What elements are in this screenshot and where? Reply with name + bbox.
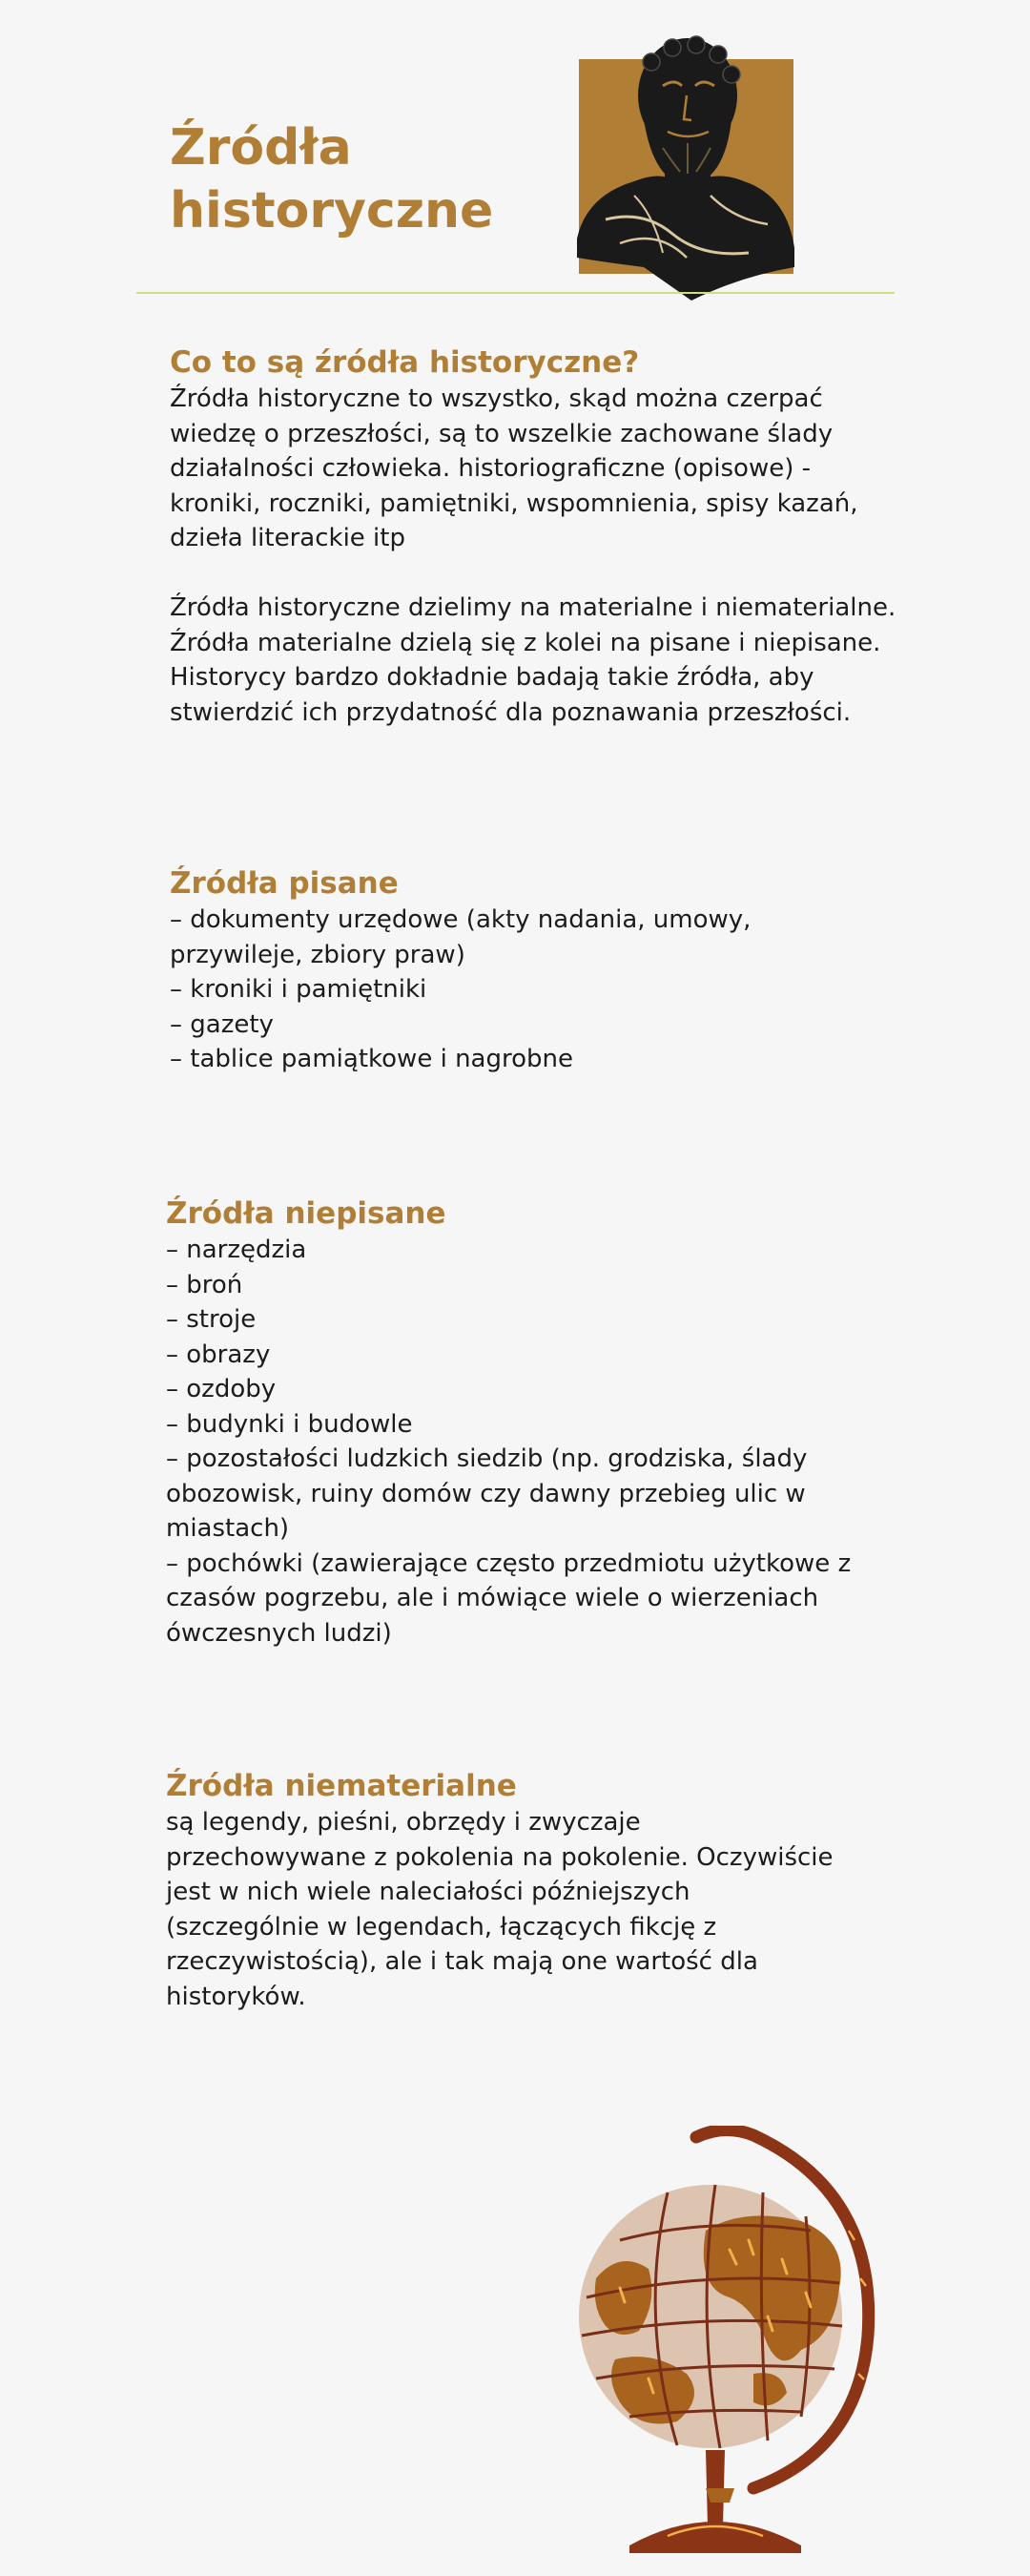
unwritten-sources-list xyxy=(166,1233,872,1651)
written-sources-section xyxy=(170,864,837,1077)
intro-body xyxy=(170,382,909,730)
written-sources-list xyxy=(170,903,837,1077)
page-title-line-2: historyczne xyxy=(170,182,494,239)
list-item: – kroniki i pamiętniki xyxy=(170,975,427,1004)
intangible-sources-heading: Źródła niematerialne xyxy=(166,1769,517,1803)
list-item: – pozostałości ludzkich siedzib (np. grodziska, ślady obozowisk, ruiny domów czy dawny przebieg ulic w miastach) xyxy=(166,1444,808,1543)
intangible-sources-section xyxy=(166,1767,834,2014)
list-item: – tablice pamiątkowe i nagrobne xyxy=(170,1045,573,1073)
intro-paragraph-2: Źródła historyczne dzielimy na materialne i niematerialne. Źródła materialne dzielą się z kolei na pisane i niepisane. Historycy bardzo dokładnie badają takie źródła, aby stwierdzić ich przydatność dla poznawania przeszłości. xyxy=(170,593,896,727)
list-item: – pochówki (zawierające często przedmiotu użytkowe z czasów pogrzebu, ale i mówiące wiele o wierzeniach ówczesnych ludzi) xyxy=(166,1548,852,1648)
page-title xyxy=(170,116,570,242)
intro-heading: Co to są źródła historyczne? xyxy=(170,345,640,380)
unwritten-sources-heading: Źródła niepisane xyxy=(166,1196,446,1231)
list-item: – broń xyxy=(166,1270,243,1299)
list-item: – stroje xyxy=(166,1305,257,1334)
list-item: – budynki i budowle xyxy=(166,1409,413,1439)
philosopher-bust-image xyxy=(567,29,806,301)
list-item: – ozdoby xyxy=(166,1375,277,1403)
unwritten-sources-section xyxy=(166,1195,872,1651)
list-item: – dokumenty urzędowe (akty nadania, umowy, przywileje, zbiory praw) xyxy=(170,905,752,969)
intangible-sources-text: są legendy, pieśni, obrzędy i zwyczaje przechowywane z pokolenia na pokolenie. Oczywiście jest w nich wiele naleciałości późniejszych (szczególnie w legendach, łączących fikcję z rzeczywistością), ale i tak mają one wartość dla historyków. xyxy=(166,1808,834,2011)
page-title-line-1: Źródła xyxy=(170,119,352,177)
list-item: – gazety xyxy=(170,1009,274,1039)
intro-section xyxy=(170,343,909,730)
list-item: – narzędzia xyxy=(166,1236,307,1264)
globe-image xyxy=(563,2126,906,2557)
list-item: – obrazy xyxy=(166,1340,271,1369)
intro-paragraph-1: Źródła historyczne to wszystko, skąd można czerpać wiedzę o przeszłości, są to wszelkie zachowane ślady działalności człowieka. historiograficzne (opisowe) - kroniki, roczniki, pamiętniki, wspomnienia, spisy kazań, dzieła literackie itp xyxy=(170,384,858,552)
written-sources-heading: Źródła pisane xyxy=(170,866,399,901)
header-divider xyxy=(136,292,895,294)
